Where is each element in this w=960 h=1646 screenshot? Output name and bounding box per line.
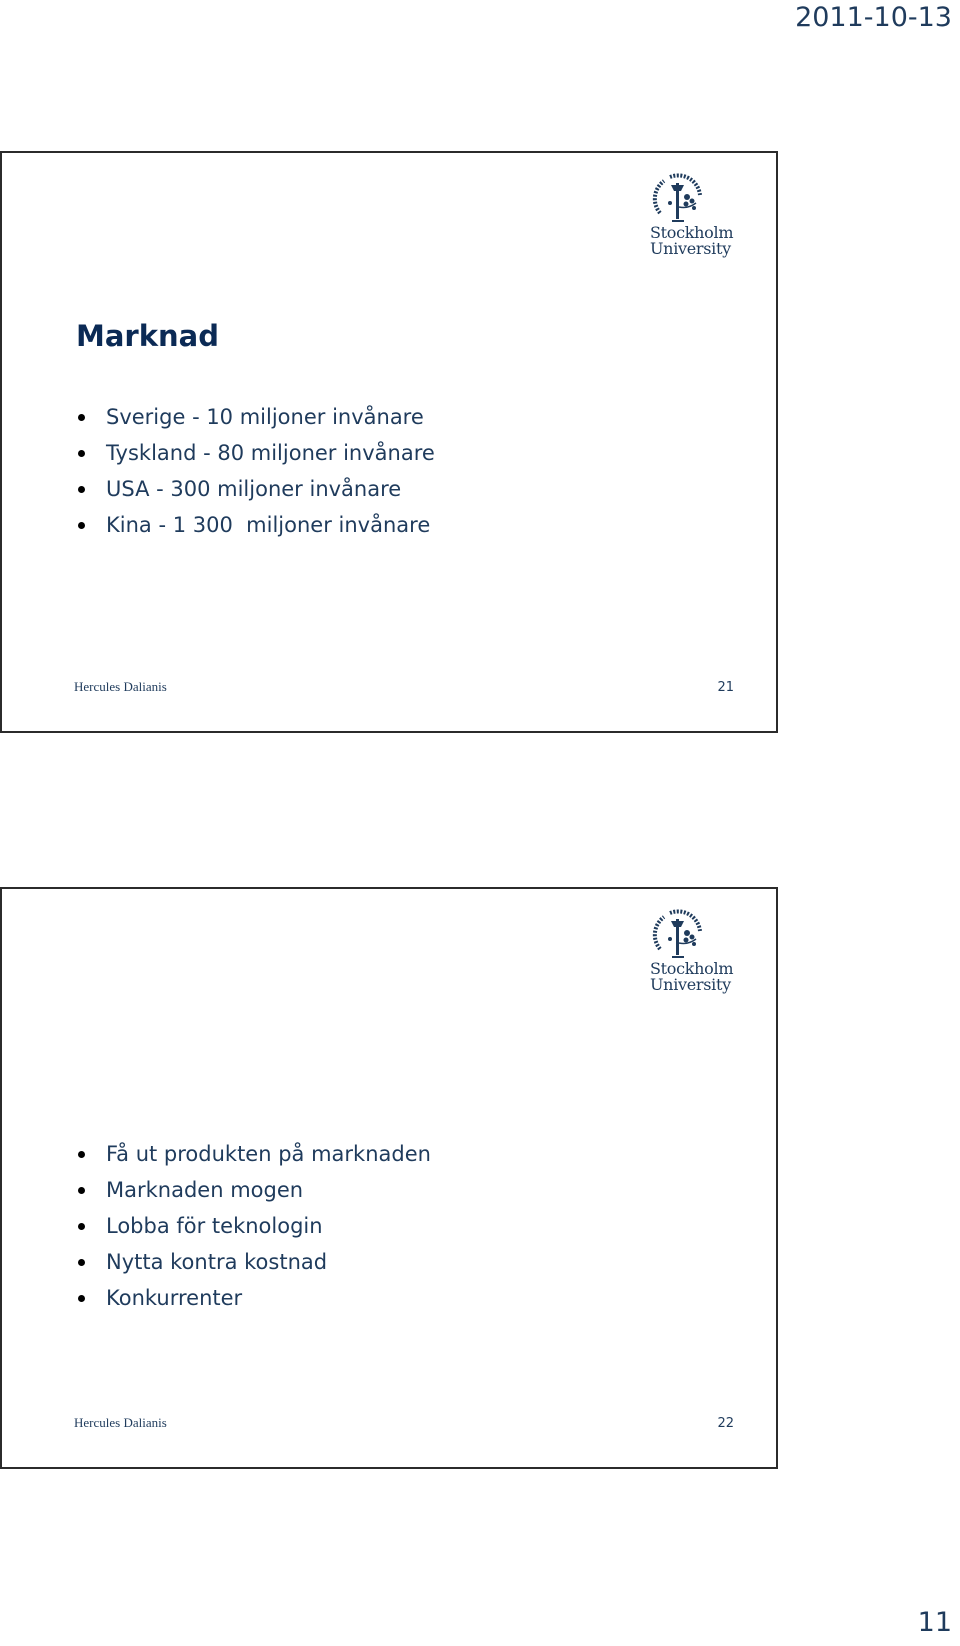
logo-wordmark (650, 961, 733, 993)
bullet-item: USA - 300 miljoner invånare (76, 471, 435, 507)
stockholm-university-emblem-icon (650, 173, 706, 227)
page-date: 2011-10-13 (795, 2, 952, 33)
bullet-item: Nytta kontra kostnad (76, 1244, 431, 1280)
bullet-item: Konkurrenter (76, 1280, 431, 1316)
footer-author: Hercules Dalianis (74, 1415, 167, 1430)
university-logo (650, 909, 750, 999)
slide-number: 21 (717, 680, 734, 695)
footer-author: Hercules Dalianis (74, 679, 167, 694)
university-logo (650, 173, 750, 263)
logo-line-1: Stockholm (650, 959, 734, 978)
bullet-item: Kina - 1 300 miljoner invånare (76, 507, 435, 543)
bullet-item: Marknaden mogen (76, 1172, 431, 1208)
bullet-item: Få ut produkten på marknaden (76, 1136, 431, 1172)
slide-title: Marknad (76, 319, 219, 353)
bullet-item: Tyskland - 80 miljoner invånare (76, 435, 435, 471)
logo-line-1: Stockholm (650, 223, 734, 242)
logo-wordmark (650, 225, 733, 257)
bullet-item: Sverige - 10 miljoner invånare (76, 399, 435, 435)
slide-number: 22 (717, 1416, 734, 1431)
bullet-item: Lobba för teknologin (76, 1208, 431, 1244)
bullet-list (76, 399, 435, 543)
page-number: 11 (917, 1607, 952, 1638)
logo-line-2: University (650, 975, 731, 994)
stockholm-university-emblem-icon (650, 909, 706, 963)
slide-21 (0, 151, 778, 733)
slide-22 (0, 887, 778, 1469)
logo-line-2: University (650, 239, 731, 258)
bullet-list (76, 1136, 431, 1316)
